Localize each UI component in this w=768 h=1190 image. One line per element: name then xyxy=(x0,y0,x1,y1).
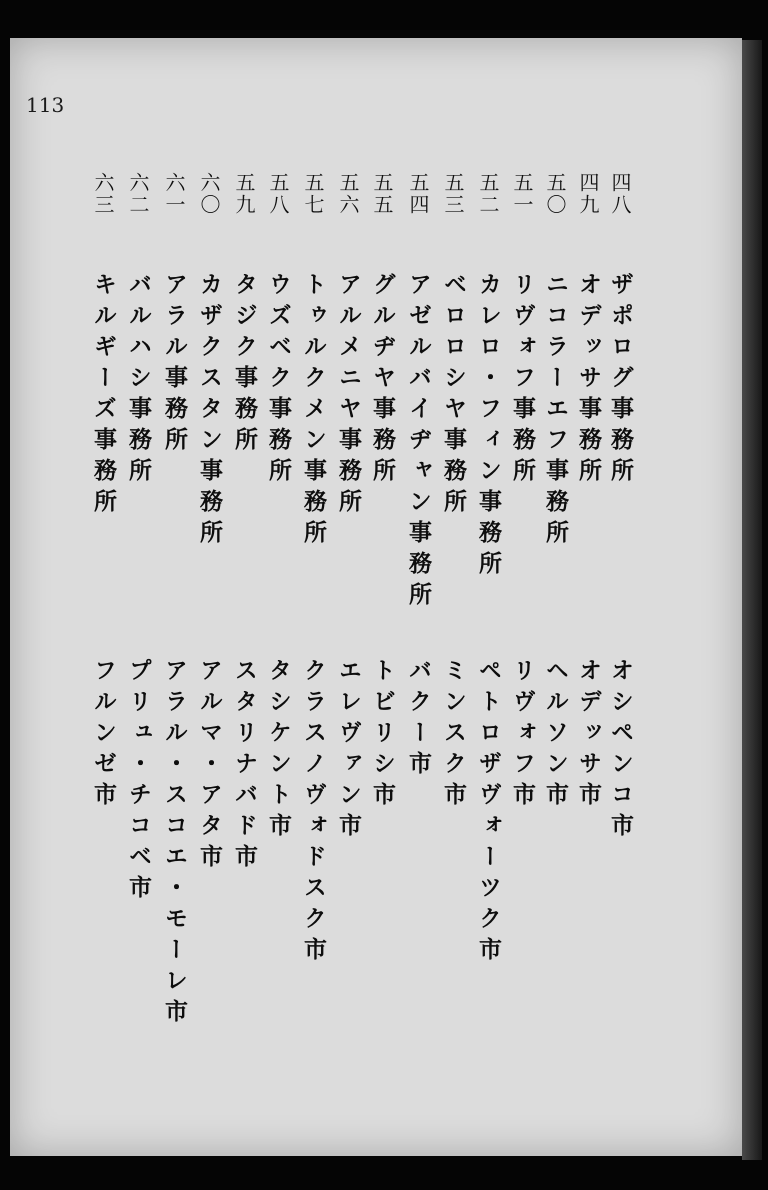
city-name: アラル・スコエ・モーレ市 xyxy=(161,658,188,1030)
entry-number: 六〇 xyxy=(197,172,221,216)
city-name: ペトロザヴォーツク市 xyxy=(475,658,502,968)
office-name: トゥルクメン事務所 xyxy=(300,272,327,551)
page-number: 113 xyxy=(26,93,65,117)
office-name: ニコラーエフ事務所 xyxy=(542,272,569,551)
entry-number: 五三 xyxy=(441,172,465,216)
city-name: オデッサ市 xyxy=(575,658,602,813)
city-name: トビリシ市 xyxy=(369,658,396,813)
office-name: アゼルバイヂャン事務所 xyxy=(405,272,432,613)
office-name: グルヂヤ事務所 xyxy=(369,272,396,489)
entry-number: 五二 xyxy=(476,172,500,216)
entry-number: 五八 xyxy=(266,172,290,216)
city-name: オシペンコ市 xyxy=(607,658,634,844)
office-name: ウズベク事務所 xyxy=(265,272,292,489)
office-name: カレロ・フィン事務所 xyxy=(475,272,502,582)
entry-number: 五〇 xyxy=(543,172,567,216)
office-name: バルハシ事務所 xyxy=(125,272,152,489)
entry-number: 六一 xyxy=(162,172,186,216)
city-name: スタリナバド市 xyxy=(231,658,258,875)
entry-number: 五四 xyxy=(406,172,430,216)
entry-number: 六二 xyxy=(126,172,150,216)
city-name: フルンゼ市 xyxy=(90,658,117,813)
city-name: クラスノヴォドスク市 xyxy=(300,658,327,968)
entry-number: 五五 xyxy=(370,172,394,216)
office-name: リヴォフ事務所 xyxy=(509,272,536,489)
office-name: キルギーズ事務所 xyxy=(90,272,117,520)
office-name: ベロロシヤ事務所 xyxy=(440,272,467,520)
entry-number: 五七 xyxy=(301,172,325,216)
entry-number: 五九 xyxy=(232,172,256,216)
office-name: ザポログ事務所 xyxy=(607,272,634,489)
page-edge xyxy=(742,40,762,1160)
city-name: タシケント市 xyxy=(265,658,292,844)
office-name: アラル事務所 xyxy=(161,272,188,458)
city-name: エレヴァン市 xyxy=(335,658,362,844)
city-name: プリュ・チコベ市 xyxy=(125,658,152,906)
office-name: アルメニヤ事務所 xyxy=(335,272,362,520)
city-name: ヘルソン市 xyxy=(542,658,569,813)
city-name: リヴォフ市 xyxy=(509,658,536,813)
office-name: オデッサ事務所 xyxy=(575,272,602,489)
office-name: タジク事務所 xyxy=(231,272,258,458)
entry-number: 五一 xyxy=(510,172,534,216)
entry-number: 六三 xyxy=(91,172,115,216)
entry-number: 四九 xyxy=(576,172,600,216)
entry-number: 五六 xyxy=(336,172,360,216)
office-name: カザクスタン事務所 xyxy=(196,272,223,551)
entry-number: 四八 xyxy=(608,172,632,216)
city-name: アルマ・アタ市 xyxy=(196,658,223,875)
city-name: ミンスク市 xyxy=(440,658,467,813)
city-name: バクー市 xyxy=(405,658,432,782)
